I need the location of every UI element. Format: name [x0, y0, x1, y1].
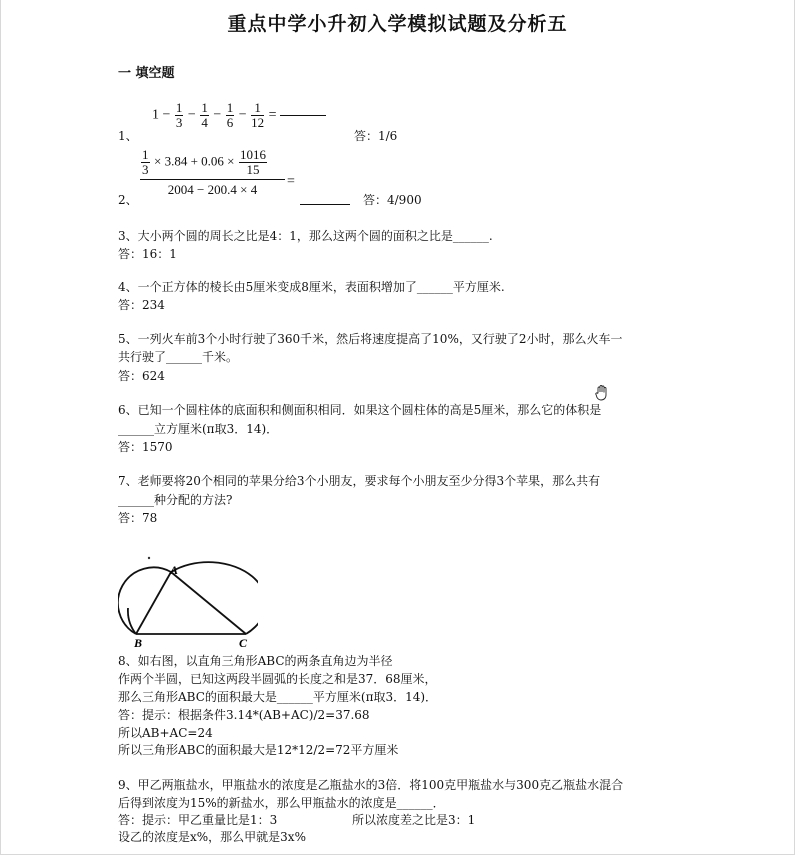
q7-line1: 7、老师要将20个相同的苹果分给3个小朋友，要求每个小朋友至少分得3个苹果，那么共有	[118, 474, 601, 488]
q8-line1: 8、如右图，以直角三角形ABC的两条直角边为半径	[118, 654, 393, 668]
semicircle-ac	[171, 562, 258, 634]
semicircle-ab	[118, 567, 171, 634]
figure-dot	[148, 557, 150, 559]
q1-fraction: $\frac{1}{3}$	[175, 100, 183, 130]
q8-line6: 所以三角形ABC的面积最大是12*12/2=72平方厘米	[118, 743, 399, 757]
section-heading: 一 填空题	[118, 66, 175, 81]
q9-line2: 后得到浓度为15%的新盐水，那么甲瓶盐水的浓度是______．	[118, 796, 445, 810]
q9-line4: 设乙的浓度是x%，那么甲就是3x%	[118, 830, 306, 844]
page-title: 重点中学小升初入学模拟试题及分析五	[227, 13, 568, 35]
q6-line1: 6、已知一个圆柱体的底面积和侧面积相同．如果这个圆柱体的高是5厘米，那么它的体积是	[118, 403, 602, 417]
q2-numerator: $\frac{1}{3}$ × 3.84 + 0.06 × $\frac{1016}{15}$	[140, 148, 285, 180]
label-a: A	[170, 563, 179, 577]
q4-answer: 答：234	[118, 298, 165, 312]
q1-fraction: $\frac{1}{4}$	[201, 100, 208, 130]
q2-equals: =	[287, 174, 295, 189]
q2-blank	[300, 204, 350, 205]
q8-line4: 答：提示：根据条件3.14*(AB+AC)/2=37.68	[118, 708, 370, 722]
triangle-semicircles-figure	[118, 548, 258, 650]
q7-line2: ______种分配的方法?	[118, 493, 233, 507]
label-c: C	[239, 636, 248, 650]
q2-expression	[140, 148, 285, 198]
q2-number: 2、	[118, 193, 138, 207]
q6-answer: 答：1570	[118, 440, 173, 454]
q1-expression: 1 − $\frac{1}{3}$ − $\frac{1}{4}$ − $\frac{1}{6}$ − $\frac{1}{12}$ =	[152, 101, 326, 130]
q7-answer: 答：78	[118, 511, 158, 525]
q8-line3: 那么三角形ABC的面积最大是______平方厘米(π取3．14)．	[118, 690, 438, 704]
q9-line3b: 所以浓度差之比是3：1	[352, 813, 476, 827]
q9-line3a: 答：提示：甲乙重量比是1：3	[118, 813, 278, 827]
q3-answer: 答：16：1	[118, 247, 177, 261]
label-b: B	[134, 636, 143, 650]
q1-answer: 答：1/6	[354, 129, 398, 143]
side-ac	[171, 572, 246, 634]
q1-lead: 1	[152, 107, 159, 123]
side-ab	[136, 572, 171, 634]
q5-line1: 5、一列火车前3个小时行驶了360千米，然后将速度提高了10%，又行驶了2小时，那么火车一	[118, 332, 623, 346]
q6-line2: ______立方厘米(π取3．14)．	[118, 422, 279, 436]
q4-text: 4、一个正方体的棱长由5厘米变成8厘米，表面积增加了______平方厘米.	[118, 280, 505, 294]
hand-cursor-icon	[594, 384, 612, 402]
q2-fraction: $\frac{1}{3}$	[142, 147, 149, 177]
q1-fraction: $\frac{1}{6}$	[226, 100, 234, 130]
q1-number: 1、	[118, 129, 138, 143]
q1-fraction: $\frac{1}{12}$	[251, 100, 265, 130]
q5-line2: 共行驶了______千米。	[118, 350, 239, 364]
q8-line2: 作两个半圆，已知这两段半圆弧的长度之和是37．68厘米，	[118, 672, 437, 686]
q9-line1: 9、甲乙两瓶盐水，甲瓶盐水的浓度是乙瓶盐水的3倍．将100克甲瓶盐水与300克乙瓶盐水混合	[118, 778, 624, 792]
q1-blank	[280, 115, 326, 116]
q2-fraction: $\frac{1016}{15}$	[240, 147, 266, 177]
q3-text: 3、大小两个圆的周长之比是4：1，那么这两个圆的面积之比是______.	[118, 229, 493, 243]
q8-line5: 所以AB+AC=24	[118, 726, 213, 740]
q2-answer: 答：4/900	[363, 193, 422, 207]
q5-answer: 答：624	[118, 369, 165, 383]
q2-denominator: 2004 − 200.4 × 4	[167, 182, 258, 197]
